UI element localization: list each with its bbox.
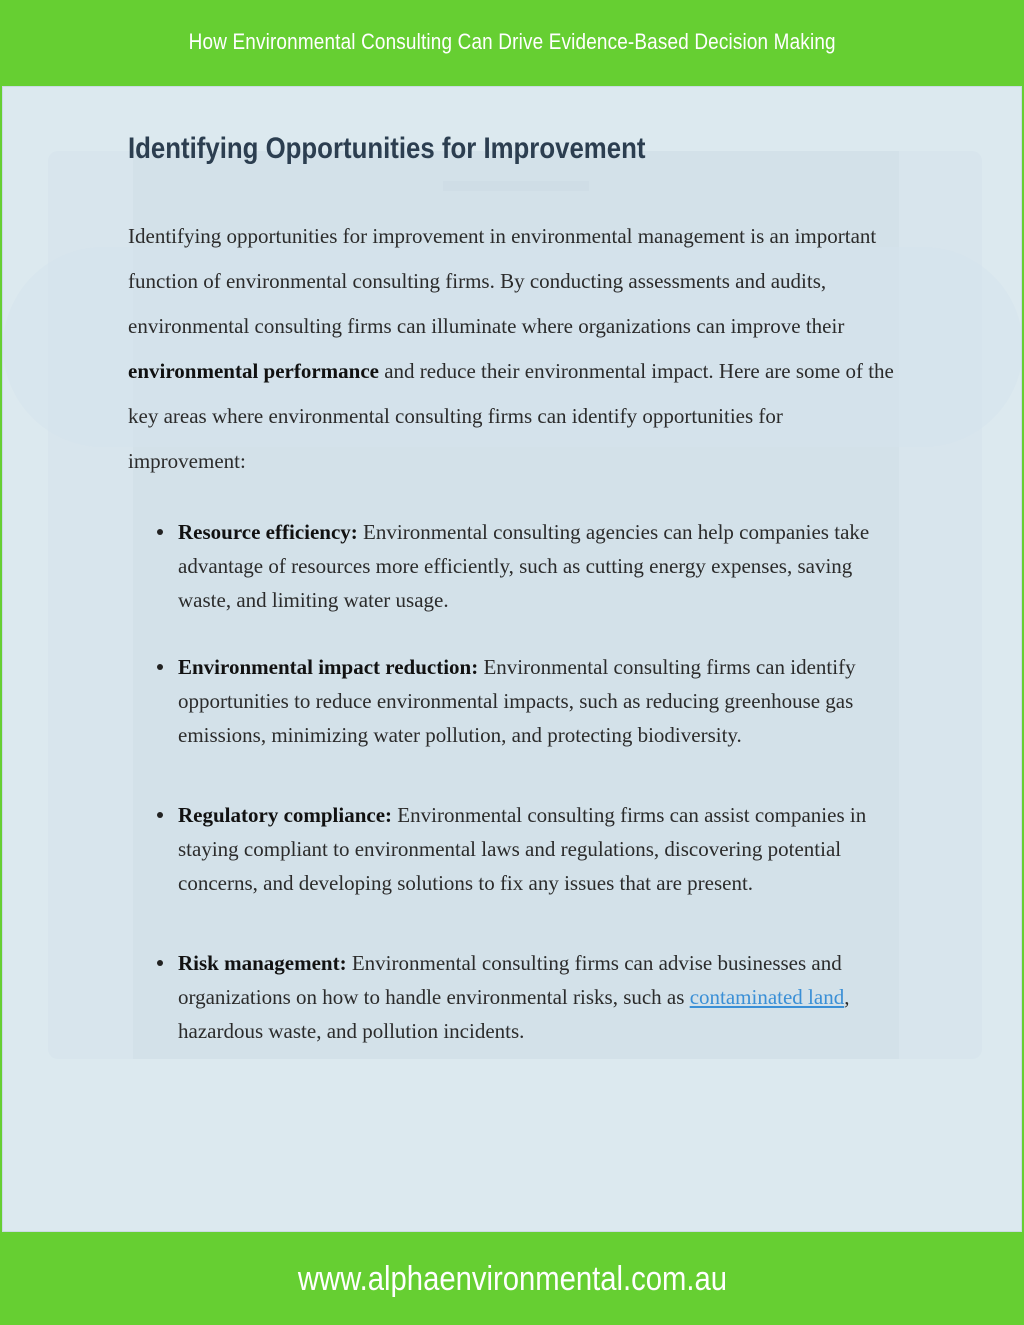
list-item-regulatory-compliance <box>128 798 898 900</box>
contaminated-land-link[interactable]: contaminated land <box>689 985 845 1009</box>
list-item-text: Environmental consulting agencies can help companies take advantage of resources more efficiently, such as cutting energy expenses, saving waste, and limiting water usage. <box>178 520 870 612</box>
intro-bold-term: environmental performance <box>128 359 379 383</box>
list-item-text: Environmental consulting firms can advise businesses and organizations on how to handle environmental risks, such as <box>178 951 842 1009</box>
intro-paragraph <box>128 214 898 484</box>
list-item-label: Environmental impact reduction: <box>178 655 479 679</box>
section-heading: Identifying Opportunities for Improvement <box>128 132 646 165</box>
document-title: How Environmental Consulting Can Drive Evidence-Based Decision Making <box>188 29 836 54</box>
list-item-risk-management <box>128 946 898 1048</box>
intro-text-end: and reduce their environmental impact. Here are some of the key areas where environmental consulting firms can identify opportunities for improvement: <box>128 359 894 473</box>
list-item-resource-efficiency <box>128 515 898 617</box>
list-item-text-end: , hazardous waste, and pollution incidents. <box>178 985 850 1043</box>
intro-text: Identifying opportunities for improvement in environmental management is an important function of environmental consulting firms. By conducting assessments and audits, environmental consulting firms can illuminate where organizations can improve their <box>128 224 877 338</box>
page-header <box>0 0 1024 84</box>
list-item-label: Resource efficiency: <box>178 520 358 544</box>
website-url: www.alphaenvironmental.com.au <box>297 1260 727 1298</box>
background-decoration <box>443 181 589 191</box>
page-footer <box>0 1234 1024 1325</box>
list-item-text: Environmental consulting firms can assist companies in staying compliant to environmental laws and regulations, discovering potential concerns, and developing solutions to fix any issues that are present. <box>178 803 867 895</box>
list-item-label: Risk management: <box>178 951 347 975</box>
list-item-label: Regulatory compliance: <box>178 803 393 827</box>
list-item-impact-reduction <box>128 650 898 752</box>
list-item-text: Environmental consulting firms can identify opportunities to reduce environmental impacts, such as reducing greenhouse gas emissions, minimizing water pollution, and protecting biodiversity. <box>178 655 856 747</box>
